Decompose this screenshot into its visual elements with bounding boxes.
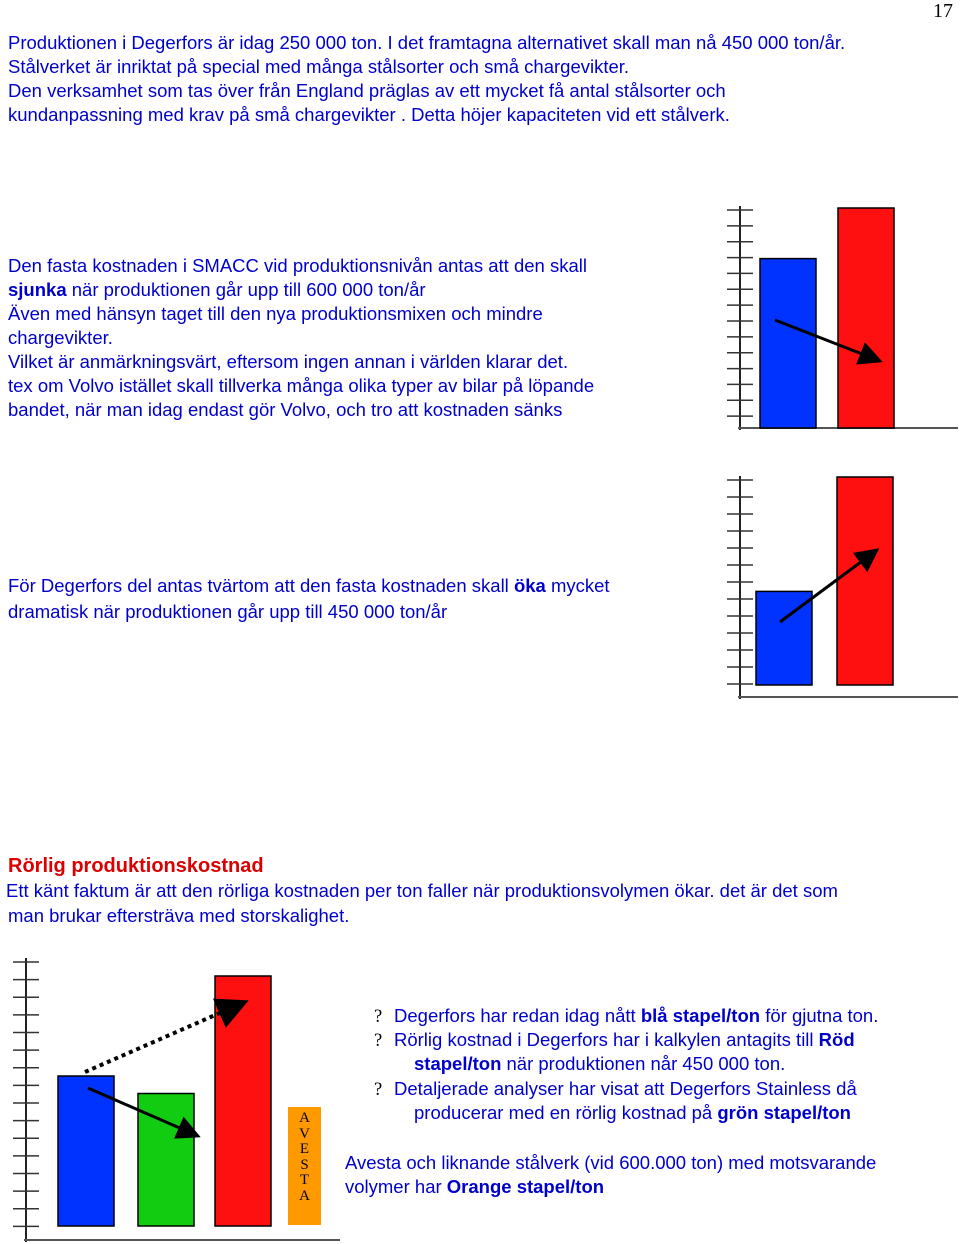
avesta-note-line-1: Avesta och liknande stålverk (vid 600.000 ton) med motsvarande xyxy=(345,1152,877,1173)
bullet-3-bold: grön stapel/ton xyxy=(717,1102,851,1123)
avesta-note-line-2 xyxy=(345,1175,604,1199)
smacc-line-7: bandet, när man idag endast gör Volvo, och tro att kostnaden sänks xyxy=(8,399,563,420)
avesta-note-text: volymer har xyxy=(345,1176,447,1197)
bullet-2-bold-1: Röd xyxy=(818,1029,855,1050)
variable-line-1: Ett känt faktum är att den rörliga kostnaden per ton faller när produktionsvolymen ökar. det är det som xyxy=(6,880,838,901)
bullet-2-text-a: Rörlig kostnad i Degerfors har i kalkylen antagits till xyxy=(394,1029,819,1050)
variable-line-2: man brukar eftersträva med storskalighet. xyxy=(8,905,350,926)
bullet-1-text-b: för gjutna ton. xyxy=(760,1005,879,1026)
smacc-fixed-cost-chart xyxy=(700,200,960,435)
avesta-note-bold: Orange stapel/ton xyxy=(446,1176,605,1197)
degerfors-fixed-line-2: dramatisk när produktionen går upp till 450 000 ton/år xyxy=(8,601,448,622)
bullet-1-text-a: Degerfors har redan idag nått xyxy=(394,1005,641,1026)
bullet-symbol: ? xyxy=(374,1080,383,1100)
degerfors-fixed-line-1b: mycket xyxy=(545,575,610,596)
page-number: 17 xyxy=(933,0,953,22)
smacc-line-3: Även med hänsyn taget till den nya produktionsmixen och mindre xyxy=(8,303,543,324)
degerfors-fixed-line-1a: För Degerfors del antas tvärtom att den fasta kostnaden skall xyxy=(8,575,514,596)
smacc-line-2 xyxy=(8,278,426,302)
smacc-line-1: Den fasta kostnaden i SMACC vid produktionsnivån antas att den skall xyxy=(8,255,587,276)
avesta-letter: E xyxy=(299,1141,310,1157)
avesta-letter: A xyxy=(299,1110,310,1126)
intro-line-2: Stålverket är inriktat på special med många stålsorter och små chargevikter. xyxy=(8,56,630,77)
bullet-3-text-b: producerar med en rörlig kostnad på xyxy=(414,1102,718,1123)
bullet-3-text-a: Detaljerade analyser har visat att Degerfors Stainless då xyxy=(394,1078,857,1099)
intro-line-4: kundanpassning med krav på små chargevikter . Detta höjer kapaciteten vid ett stålverk. xyxy=(8,104,730,125)
bullet-symbol: ? xyxy=(374,1031,383,1051)
avesta-letter: S xyxy=(300,1156,309,1173)
degerfors-bold-oka: öka xyxy=(513,575,546,596)
degerfors-fixed-line-1 xyxy=(8,574,610,598)
avesta-letter: A xyxy=(299,1187,310,1204)
bar-2 xyxy=(215,976,271,1226)
bullet-1 xyxy=(374,1004,878,1029)
bar-1 xyxy=(838,208,894,428)
avesta-letter: V xyxy=(299,1125,310,1142)
bar-1 xyxy=(837,477,893,685)
intro-line-1: Produktionen i Degerfors är idag 250 000 ton. I det framtagna alternativet skall man nå 450 000 ton/år. xyxy=(8,32,846,53)
bar-0 xyxy=(58,1076,114,1226)
bullet-2-line-2 xyxy=(414,1052,785,1076)
variable-cost-heading: Rörlig produktionskostnad xyxy=(8,855,264,877)
bullet-2-text-b: när produktionen når 450 000 ton. xyxy=(501,1053,786,1074)
intro-line-3: Den verksamhet som tas över från England präglas av ett mycket få antal stålsorter och xyxy=(8,80,726,101)
bullet-1-bold: blå stapel/ton xyxy=(640,1005,761,1026)
avesta-letter: T xyxy=(299,1172,310,1188)
smacc-line-5: Vilket är anmärkningsvärt, eftersom ingen annan i världen klarar det. xyxy=(8,351,569,372)
avesta-logo xyxy=(288,1107,321,1225)
bullet-3-line-2 xyxy=(414,1101,851,1125)
smacc-bold-sjunka: sjunka xyxy=(8,279,67,300)
bullet-3 xyxy=(374,1077,857,1102)
bar-0 xyxy=(760,259,816,428)
degerfors-fixed-cost-chart xyxy=(700,470,960,705)
bullet-2 xyxy=(374,1028,855,1053)
bullet-symbol: ? xyxy=(374,1007,383,1027)
smacc-line-6: tex om Volvo istället skall tillverka många olika typer av bilar på löpande xyxy=(8,375,595,396)
smacc-line-4: chargevikter. xyxy=(8,327,113,348)
avesta-logo-letters xyxy=(288,1107,321,1204)
bullet-2-bold-2: stapel/ton xyxy=(414,1053,502,1074)
smacc-line-2-rest: när produktionen går upp till 600 000 ton/år xyxy=(66,279,426,300)
